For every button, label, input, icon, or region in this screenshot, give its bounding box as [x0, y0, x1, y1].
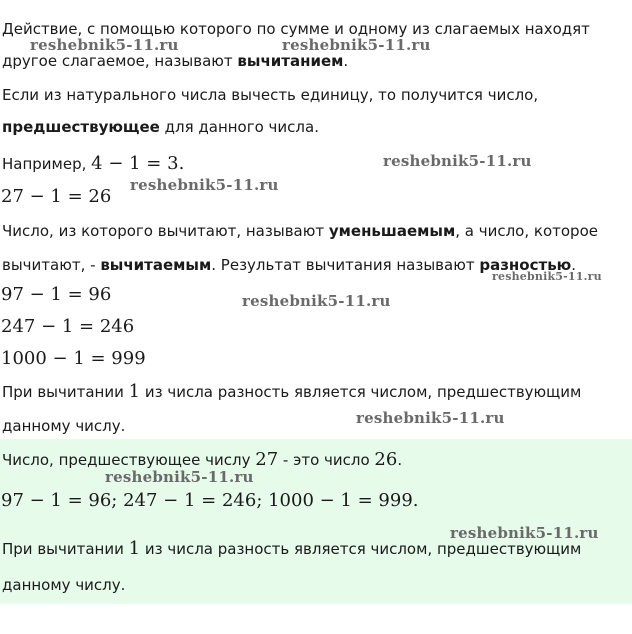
example-expression: 4 − 1 = 3.: [91, 153, 185, 174]
theory-paragraph-5: При вычитании 1 из числа разность является числом, предшествующим: [2, 381, 582, 402]
equation-2: 247 − 1 = 246: [1, 316, 135, 337]
answer-line-3: При вычитании 1 из числа разность является числом, предшествующим: [2, 538, 582, 559]
term-minuend: уменьшаемым: [328, 222, 456, 240]
equation-1: 97 − 1 = 96: [1, 284, 112, 305]
answer-equations: 97 − 1 = 96; 247 − 1 = 246; 1000 − 1 = 999.: [1, 490, 419, 511]
watermark: reshebnik5-11.ru: [450, 524, 599, 542]
watermark: reshebnik5-11.ru: [383, 152, 532, 170]
answer-line-4: данному числу.: [2, 576, 126, 594]
watermark: reshebnik5-11.ru: [30, 36, 179, 54]
theory-paragraph-1-cont: другое слагаемое, называют вычитанием.: [2, 52, 349, 70]
term-subtrahend: вычитаемым: [100, 256, 212, 274]
theory-paragraph-4: Число, из которого вычитают, называют уменьшаемым, а число, которое: [2, 222, 598, 240]
example-expression-2: 27 − 1 = 26: [1, 186, 112, 207]
watermark: reshebnik5-11.ru: [242, 292, 391, 310]
watermark: reshebnik5-11.ru: [105, 468, 254, 486]
theory-paragraph-4-cont: вычитают, - вычитаемым. Результат вычитания называют разностью.: [2, 256, 577, 274]
term-predecessor: предшествующее: [2, 118, 160, 136]
watermark: reshebnik5-11.ru: [282, 36, 431, 54]
watermark: reshebnik5-11.ru: [492, 270, 602, 283]
term-subtraction: вычитанием: [237, 52, 344, 70]
term-difference: разностью: [479, 256, 572, 274]
theory-paragraph-5-cont: данному числу.: [2, 417, 126, 435]
theory-paragraph-1: Действие, с помощью которого по сумме и одному из слагаемых находят: [2, 20, 590, 38]
example-line: Например, 4 − 1 = 3.: [2, 153, 185, 174]
answer-line-1: Число, предшествующее числу 27 - это число 26.: [2, 449, 403, 470]
equation-3: 1000 − 1 = 999: [1, 348, 146, 369]
theory-paragraph-2-cont: предшествующее для данного числа.: [2, 118, 319, 136]
theory-paragraph-2: Если из натурального числа вычесть единицу, то получится число,: [2, 86, 539, 104]
watermark: reshebnik5-11.ru: [130, 176, 279, 194]
watermark: reshebnik5-11.ru: [356, 409, 505, 427]
